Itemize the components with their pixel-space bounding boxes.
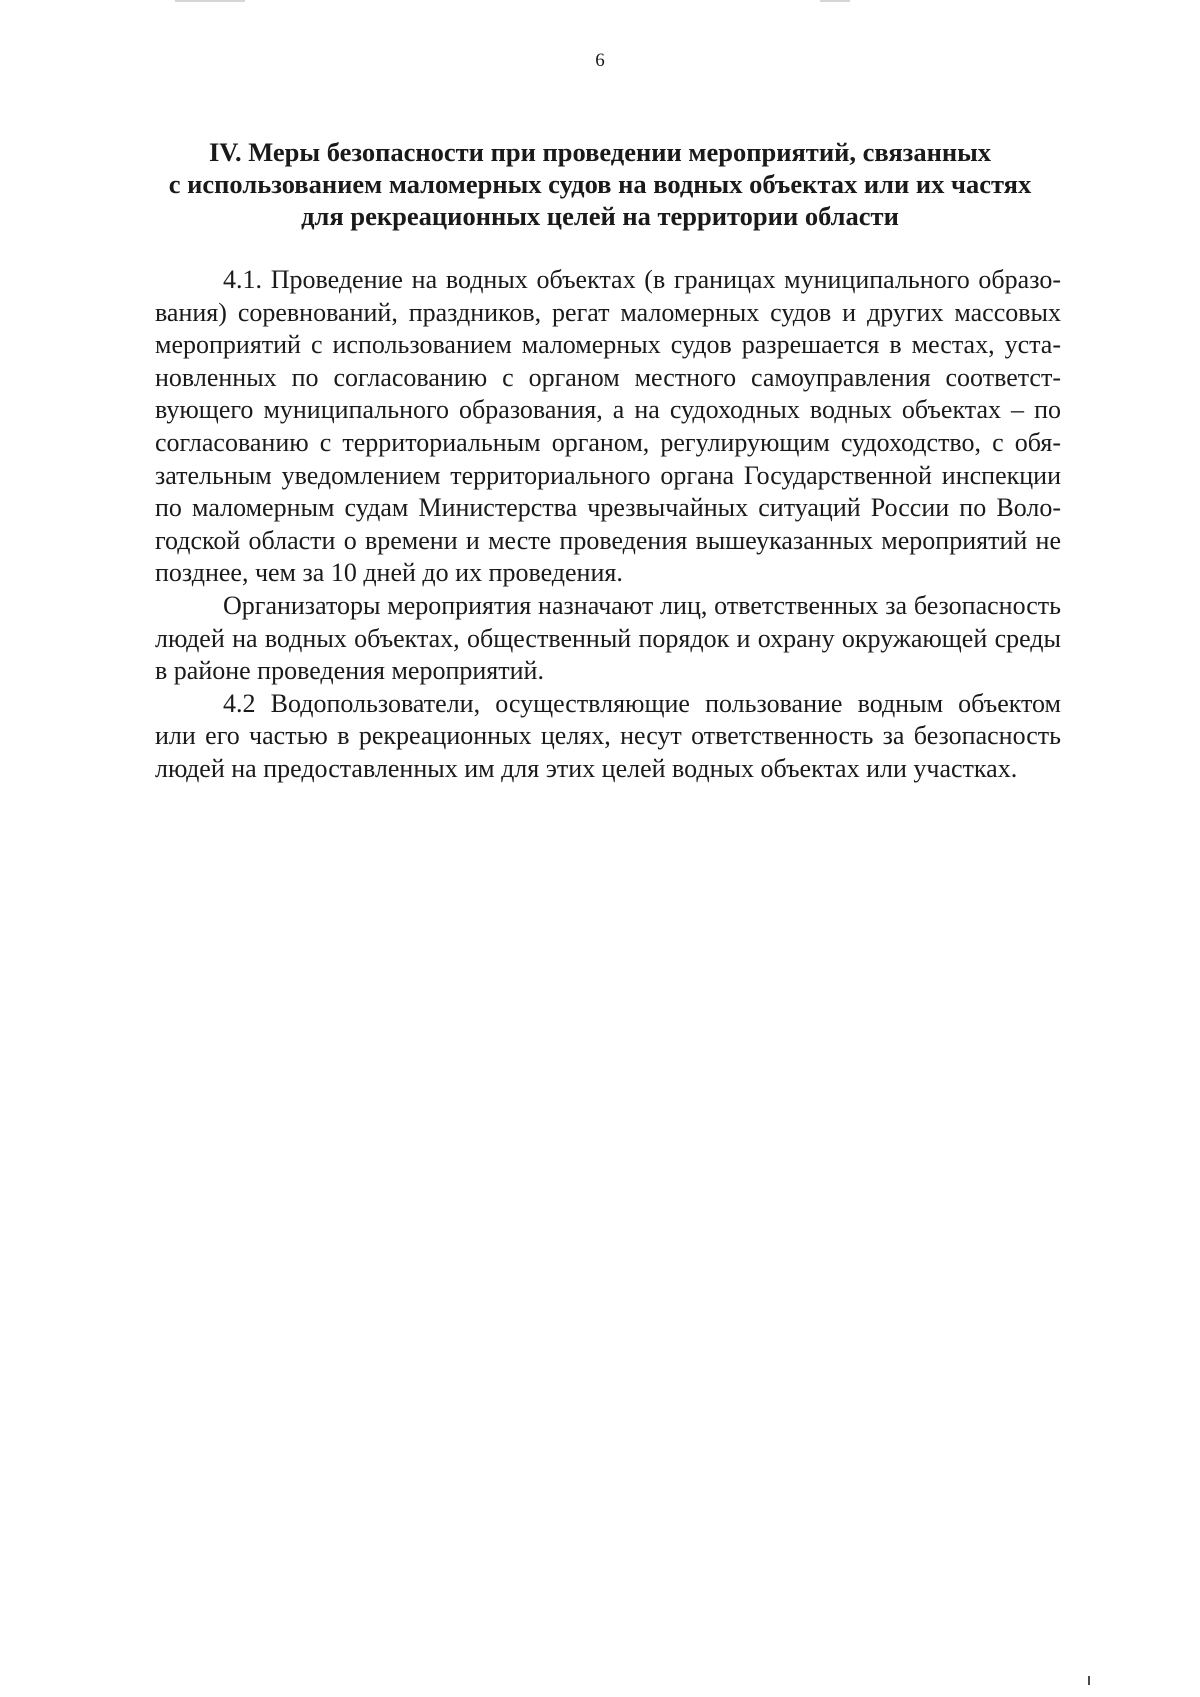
paragraph-4-2: 4.2 Водопользователи, осуществляющие пользование водным объектом или его частью в рекреационных целях, несут ответственность за безопасность людей на предоставленных им для этих целей водных объектах или участках.	[155, 688, 1061, 783]
page-number: 6	[595, 50, 605, 71]
heading-line-2: с использованием маломерных судов на водных объектах или их частях	[168, 169, 1032, 199]
section-heading	[150, 136, 1050, 232]
paragraph-4-1: 4.1. Проведение на водных объектах (в границах муниципального образования) соревнований, праздников, регат маломерных судов и других массовых мероприятий с использованием маломерных судов разрешается в местах, установленных по согласованию с органом местного самоуправления соответствующего муниципального образования, а на судоходных водных объектах – по согласованию с территориальным органом, регулирующим судоходство, с обязательным уведомлением территориального органа Государственной инспекции по маломерным судам Министерства чрезвычайных ситуаций России по Вологодской области о времени и месте проведения вышеуказанных мероприятий не позднее, чем за 10 дней до их проведения.	[155, 265, 1061, 588]
scan-artifact-bottom-right	[1088, 1676, 1090, 1685]
paragraph-organizers: Организаторы мероприятия назначают лиц, ответственных за безопасность людей на водных объектах, общественный порядок и охрану окружающей среды в районе проведения мероприятий.	[155, 590, 1061, 686]
body-text	[155, 264, 1061, 786]
heading-line-3: для рекреационных целей на территории области	[301, 201, 899, 231]
heading-line-1: IV. Меры безопасности при проведении мероприятий, связанных	[208, 137, 992, 167]
scan-artifact-top-right	[820, 0, 850, 2]
scan-artifact-top-left	[175, 0, 245, 2]
